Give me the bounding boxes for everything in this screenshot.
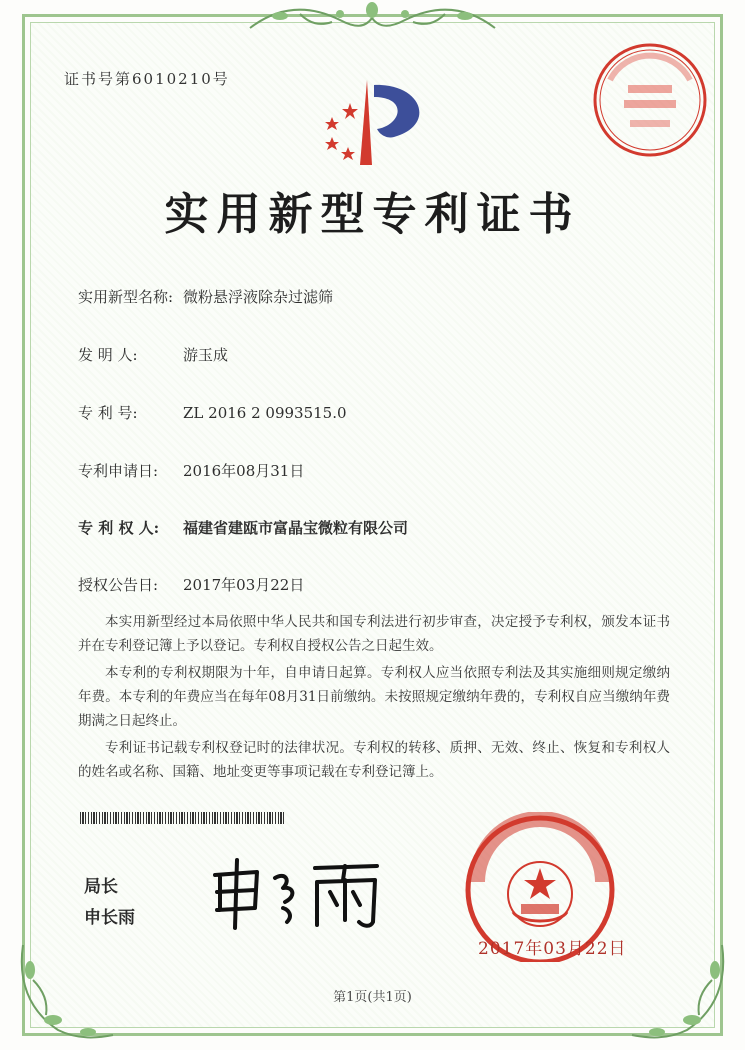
certificate-body-text xyxy=(78,610,670,787)
field-label: 发 明 人: xyxy=(78,346,138,364)
field-value: 2017年03月22日 xyxy=(183,576,305,594)
field-label: 专利申请日: xyxy=(78,462,159,480)
field-value: 微粉悬浮液除杂过滤筛 xyxy=(183,288,334,306)
certificate-number: 证书号第6010210号 xyxy=(64,70,230,88)
agency-seal xyxy=(590,40,710,160)
barcode xyxy=(80,812,285,824)
director-name: 申长雨 xyxy=(84,908,135,928)
body-paragraph-2: 本专利的专利权期限为十年，自申请日起算。专利权人应当依照专利法及其实施细则规定缴纳年费。本专利的年费应当在每年08月31日前缴纳。未按照规定缴纳年费的，专利权自应当缴纳年费期满之日起终止。 xyxy=(78,665,670,729)
field-label: 实用新型名称: xyxy=(78,288,174,306)
patent-office-logo-icon xyxy=(312,75,437,170)
field-patent-number xyxy=(78,402,347,423)
certificate-title: 实用新型专利证书 xyxy=(164,189,581,240)
field-grant-date xyxy=(78,574,304,595)
field-label: 专 利 号: xyxy=(78,404,138,422)
director-title: 局长 xyxy=(84,877,118,897)
field-value: ZL 2016 2 0993515.0 xyxy=(183,404,347,422)
field-patentee xyxy=(78,517,408,538)
page-number: 第1页(共1页) xyxy=(333,990,412,1005)
body-paragraph-1: 本实用新型经过本局依照中华人民共和国专利法进行初步审查，决定授予专利权，颁发本证书并在专利登记簿上予以登记。专利权自授权公告之日起生效。 xyxy=(78,614,670,654)
top-floral-ornament xyxy=(240,0,505,40)
field-utility-model-name xyxy=(78,286,333,307)
director-signature xyxy=(205,850,390,935)
field-value: 游玉成 xyxy=(183,346,229,364)
seal-date: 2017年03月22日 xyxy=(478,939,627,959)
field-inventor xyxy=(78,344,228,365)
body-paragraph-3: 专利证书记载专利权登记时的法律状况。专利权的转移、质押、无效、终止、恢复和专利权人的姓名或名称、国籍、地址变更等事项记载在专利登记簿上。 xyxy=(78,740,670,780)
field-label: 授权公告日: xyxy=(78,576,159,594)
field-application-date xyxy=(78,460,304,481)
field-label: 专 利 权 人: xyxy=(78,519,160,537)
field-value: 福建省建瓯市富晶宝微粒有限公司 xyxy=(183,519,409,537)
field-value: 2016年08月31日 xyxy=(183,462,305,480)
